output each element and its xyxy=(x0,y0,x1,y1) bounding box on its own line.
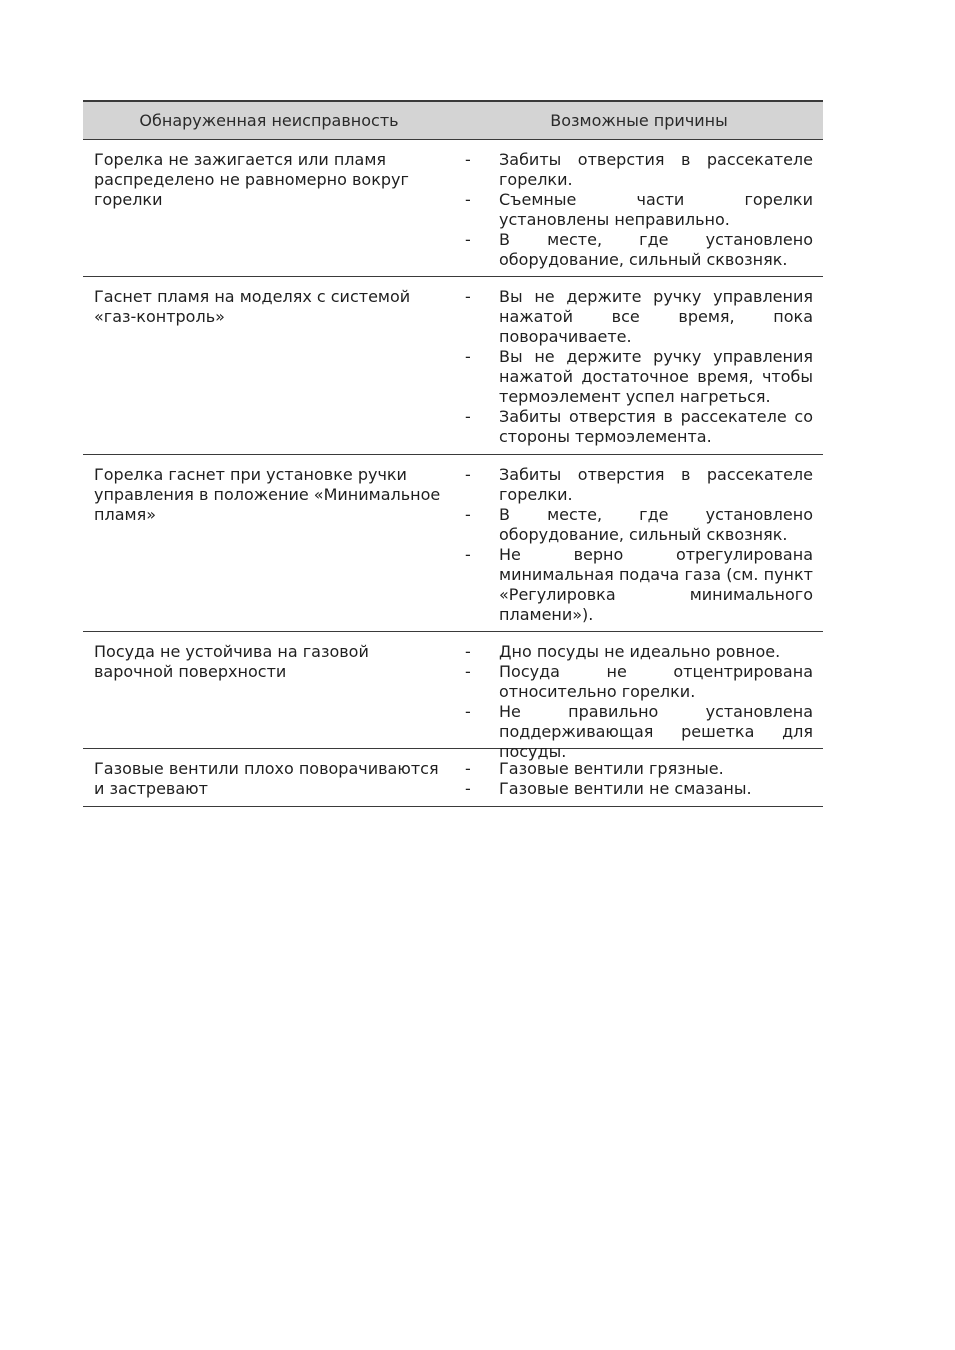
cause-dash: - xyxy=(465,230,471,249)
cause-text: Вы не держите ручку управления нажатой все время, пока поворачиваете. xyxy=(499,287,813,346)
cause-text: Забиты отверстия в рассекателе со стороны термоэлемента. xyxy=(499,407,813,446)
problem-cell xyxy=(83,287,455,454)
table-row xyxy=(83,140,823,277)
cause-text: Забиты отверстия в рассекателе горелки. xyxy=(499,465,813,504)
causes-cell xyxy=(455,759,823,806)
problem-text: Газовые вентили плохо поворачиваются и застревают xyxy=(94,759,439,798)
cause-text: Газовые вентили не смазаны. xyxy=(499,779,752,798)
causes-cell xyxy=(455,150,823,276)
cause-item xyxy=(455,407,813,447)
cause-item xyxy=(455,702,813,762)
cause-dash: - xyxy=(465,150,471,169)
cause-dash: - xyxy=(465,779,471,798)
cause-item xyxy=(455,465,813,505)
problem-cell xyxy=(83,642,455,748)
cause-text: В месте, где установлено оборудование, сильный сквозняк. xyxy=(499,230,813,269)
cause-item xyxy=(455,505,813,545)
cause-text: Дно посуды не идеально ровное. xyxy=(499,642,781,661)
table-row xyxy=(83,277,823,455)
table-row xyxy=(83,632,823,761)
problem-text: Посуда не устойчива на газовой варочной поверхности xyxy=(94,642,369,681)
table-row xyxy=(83,455,823,632)
cause-item xyxy=(455,662,813,702)
cause-item xyxy=(455,759,813,779)
problem-cell xyxy=(83,465,455,631)
cause-item xyxy=(455,779,813,799)
cause-item xyxy=(455,150,813,190)
troubleshooting-table xyxy=(83,100,823,807)
cause-dash: - xyxy=(465,702,471,721)
problem-text: Гаснет пламя на моделях с системой «газ-контроль» xyxy=(94,287,411,326)
cause-dash: - xyxy=(465,662,471,681)
problem-cell xyxy=(83,759,455,806)
cause-item xyxy=(455,230,813,270)
cause-text: В месте, где установлено оборудование, сильный сквозняк. xyxy=(499,505,813,544)
table-header xyxy=(83,102,823,140)
cause-text: Вы не держите ручку управления нажатой достаточное время, чтобы термоэлемент успел нагреться. xyxy=(499,347,813,406)
cause-dash: - xyxy=(465,347,471,366)
cause-dash: - xyxy=(465,759,471,778)
problem-text: Горелка гаснет при установке ручки управления в положение «Минимальное пламя» xyxy=(94,465,441,524)
cause-text: Съемные части горелки установлены неправильно. xyxy=(499,190,813,229)
cause-text: Газовые вентили грязные. xyxy=(499,759,724,778)
cause-dash: - xyxy=(465,505,471,524)
cause-dash: - xyxy=(465,407,471,426)
header-problem: Обнаруженная неисправность xyxy=(139,111,399,130)
cause-item xyxy=(455,642,813,662)
cause-text: Посуда не отцентрирована относительно горелки. xyxy=(499,662,813,701)
cause-dash: - xyxy=(465,190,471,209)
cause-item xyxy=(455,347,813,407)
cause-dash: - xyxy=(465,642,471,661)
problem-text: Горелка не зажигается или пламя распределено не равномерно вокруг горелки xyxy=(94,150,409,209)
table-body xyxy=(83,140,823,807)
cause-text: Не правильно установлена поддерживающая решетка для посуды. xyxy=(499,702,813,761)
cause-text: Забиты отверстия в рассекателе горелки. xyxy=(499,150,813,189)
cause-text: Не верно отрегулирована минимальная подача газа (см. пункт «Регулировка минимального пламени»). xyxy=(499,545,813,624)
cause-dash: - xyxy=(465,465,471,484)
header-causes: Возможные причины xyxy=(550,111,728,130)
cause-dash: - xyxy=(465,287,471,306)
cause-dash: - xyxy=(465,545,471,564)
causes-cell xyxy=(455,642,823,761)
causes-cell xyxy=(455,465,823,631)
problem-cell xyxy=(83,150,455,276)
cause-item xyxy=(455,287,813,347)
cause-item xyxy=(455,190,813,230)
causes-cell xyxy=(455,287,823,454)
cause-item xyxy=(455,545,813,625)
